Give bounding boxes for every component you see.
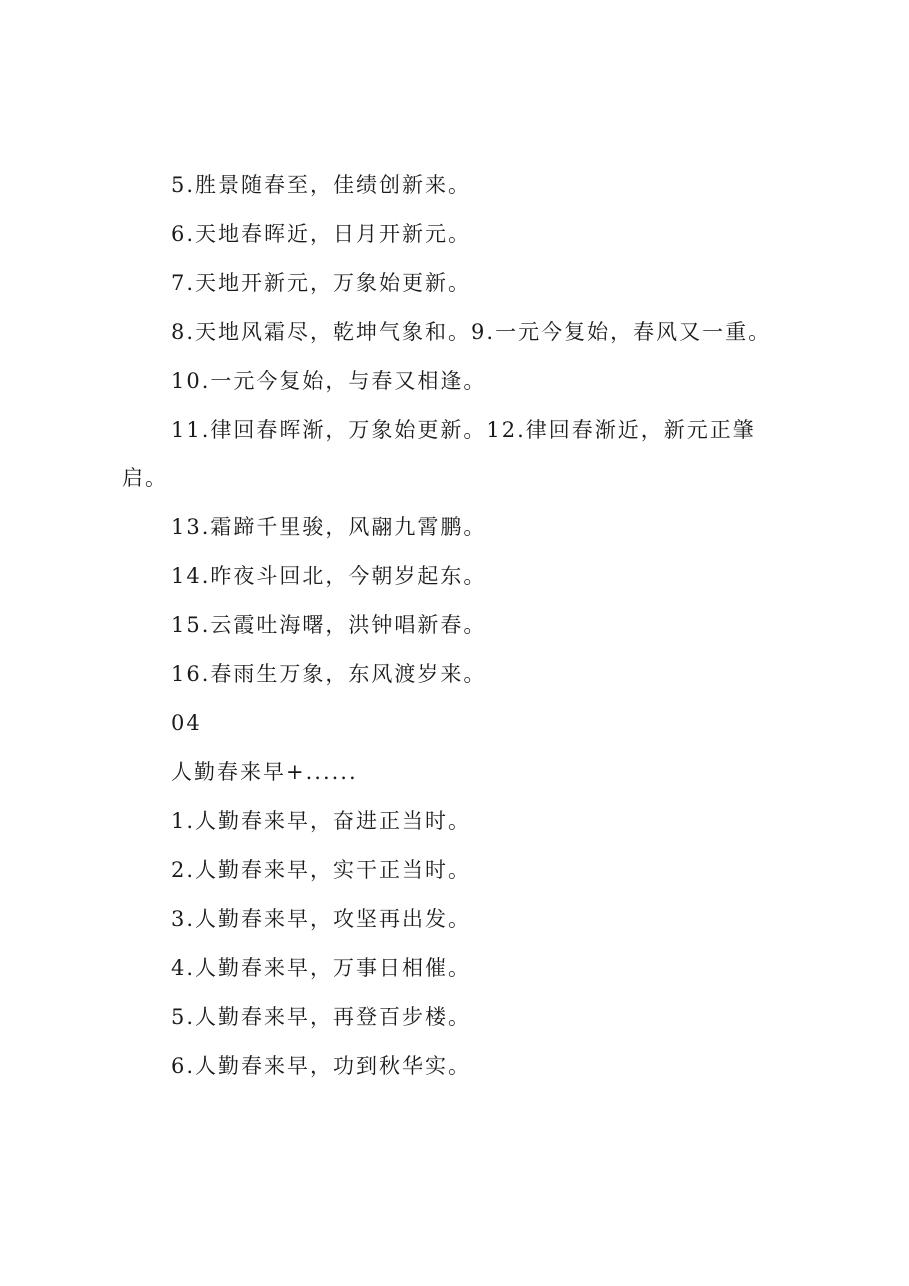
text-line-14: 14.昨夜斗回北，今朝岁起东。 — [171, 564, 487, 588]
text-line-13: 13.霜蹄千里骏，风翮九霄鹏。 — [171, 515, 487, 539]
section-number: 04 — [171, 711, 202, 735]
section-heading: 人勤春来早+...... — [171, 760, 358, 784]
text-line-15: 15.云霞吐海曙，洪钟唱新春。 — [171, 613, 487, 637]
text-line-10: 10.一元今复始，与春又相逢。 — [171, 369, 487, 393]
text-line-s6: 6.人勤春来早，功到秋华实。 — [171, 1054, 472, 1078]
text-line-s4: 4.人勤春来早，万事日相催。 — [171, 956, 472, 980]
text-line-5: 5.胜景随春至，佳绩创新来。 — [171, 173, 472, 197]
text-line-16: 16.春雨生万象，东风渡岁来。 — [171, 662, 487, 686]
text-line-7: 7.天地开新元，万象始更新。 — [171, 271, 472, 295]
text-line-s3: 3.人勤春来早，攻坚再出发。 — [171, 907, 472, 931]
text-line-12-continued: 启。 — [122, 466, 168, 490]
text-line-s2: 2.人勤春来早，实干正当时。 — [171, 858, 472, 882]
text-line-s5: 5.人勤春来早，再登百步楼。 — [171, 1005, 472, 1029]
text-line-11-12: 11.律回春晖渐，万象始更新。12.律回春渐近，新元正肇 — [171, 418, 756, 442]
text-line-8-9: 8.天地风霜尽，乾坤气象和。9.一元今复始，春风又一重。 — [171, 320, 772, 344]
text-line-s1: 1.人勤春来早，奋进正当时。 — [171, 809, 472, 833]
text-line-6: 6.天地春晖近，日月开新元。 — [171, 222, 472, 246]
